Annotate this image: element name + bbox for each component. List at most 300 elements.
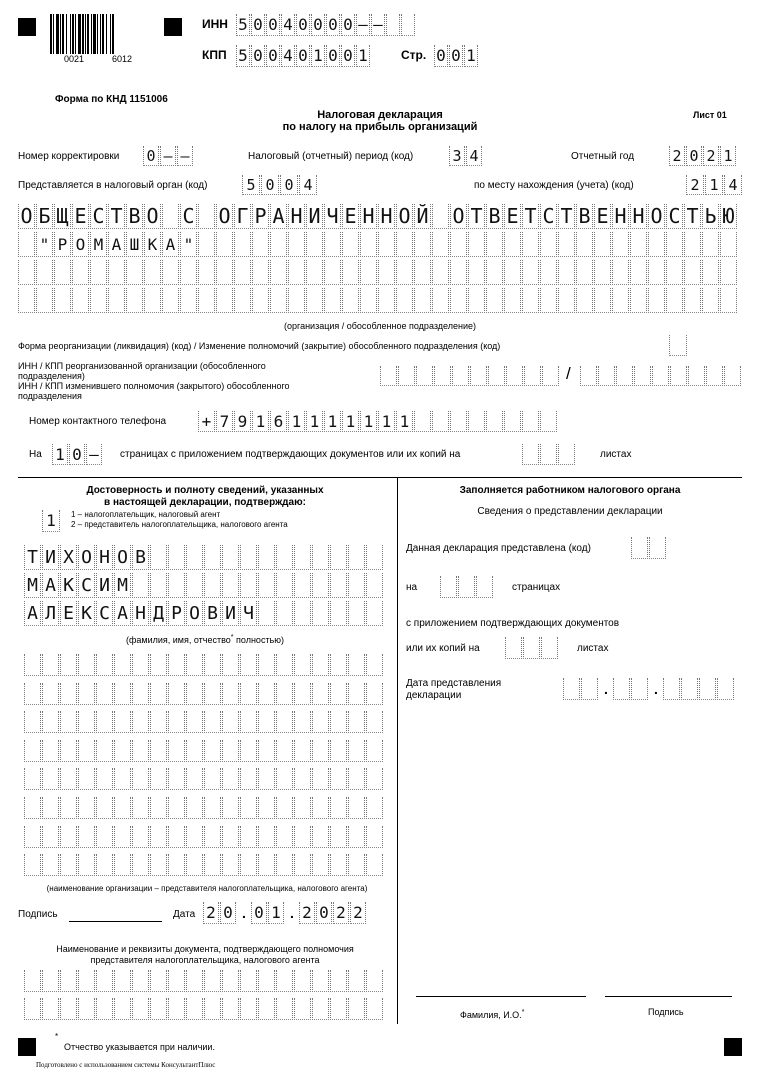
input-cell[interactable] — [276, 601, 293, 626]
input-cell[interactable] — [42, 854, 59, 876]
input-cell[interactable]: Т — [684, 204, 701, 229]
input-cell[interactable] — [669, 335, 687, 356]
input-cell[interactable] — [366, 768, 383, 790]
input-cell[interactable] — [186, 998, 203, 1020]
input-cell[interactable] — [42, 998, 59, 1020]
input-cell[interactable] — [378, 232, 395, 257]
input-cell[interactable] — [468, 232, 485, 257]
input-cell[interactable] — [60, 998, 77, 1020]
input-cell[interactable]: 1 — [311, 45, 325, 67]
input-cell[interactable] — [150, 826, 167, 848]
input-cell[interactable] — [504, 232, 521, 257]
input-cell[interactable] — [276, 711, 293, 733]
input-cell[interactable] — [649, 537, 666, 559]
input-cell[interactable] — [60, 797, 77, 819]
input-cell[interactable] — [222, 573, 239, 598]
input-cell[interactable] — [258, 654, 275, 676]
input-cell[interactable] — [60, 683, 77, 705]
input-cell[interactable] — [186, 854, 203, 876]
input-cell[interactable] — [294, 797, 311, 819]
input-cell[interactable] — [312, 711, 329, 733]
input-cell[interactable] — [18, 232, 35, 257]
input-cell[interactable]: – — [177, 146, 193, 166]
input-cell[interactable] — [366, 970, 383, 992]
input-cell[interactable]: 0 — [296, 14, 310, 36]
input-cell[interactable] — [294, 545, 311, 570]
input-cell[interactable]: Н — [288, 204, 305, 229]
input-cell[interactable] — [240, 768, 257, 790]
input-cell[interactable] — [168, 573, 185, 598]
input-cell[interactable] — [276, 854, 293, 876]
input-cell[interactable] — [594, 232, 611, 257]
input-cell[interactable]: 2 — [686, 175, 704, 195]
authority-cells[interactable] — [242, 175, 318, 195]
input-cell[interactable] — [180, 288, 197, 313]
input-cell[interactable]: 4 — [724, 175, 742, 195]
input-cell[interactable] — [96, 683, 113, 705]
input-cell[interactable]: 1 — [360, 411, 377, 432]
input-cell[interactable] — [150, 797, 167, 819]
input-cell[interactable] — [168, 768, 185, 790]
input-cell[interactable] — [270, 288, 287, 313]
input-cell[interactable]: – — [371, 14, 385, 36]
input-cell[interactable] — [294, 683, 311, 705]
input-cell[interactable] — [648, 260, 665, 285]
input-cell[interactable] — [198, 260, 215, 285]
input-cell[interactable] — [432, 288, 449, 313]
input-cell[interactable] — [150, 998, 167, 1020]
input-cell[interactable]: Щ — [54, 204, 71, 229]
input-cell[interactable]: 1 — [378, 411, 395, 432]
input-cell[interactable] — [240, 998, 257, 1020]
input-cell[interactable]: Й — [414, 204, 431, 229]
input-cell[interactable] — [186, 683, 203, 705]
input-cell[interactable] — [330, 970, 347, 992]
right-sign-line[interactable] — [605, 996, 732, 997]
patronymic-cells[interactable] — [24, 601, 384, 626]
input-cell[interactable] — [96, 826, 113, 848]
input-cell[interactable] — [330, 854, 347, 876]
input-cell[interactable] — [198, 288, 215, 313]
input-cell[interactable] — [168, 740, 185, 762]
input-cell[interactable]: А — [162, 232, 179, 257]
input-cell[interactable]: 0 — [261, 175, 279, 195]
input-cell[interactable] — [378, 260, 395, 285]
input-cell[interactable] — [598, 366, 615, 386]
input-cell[interactable]: 1 — [342, 411, 359, 432]
input-cell[interactable]: 2 — [669, 146, 685, 166]
input-cell[interactable]: Т — [108, 204, 125, 229]
input-cell[interactable] — [612, 288, 629, 313]
input-cell[interactable] — [684, 288, 701, 313]
input-cell[interactable] — [612, 260, 629, 285]
input-cell[interactable]: 0 — [311, 14, 325, 36]
input-cell[interactable] — [702, 232, 719, 257]
input-cell[interactable] — [720, 260, 737, 285]
input-cell[interactable]: М — [90, 232, 107, 257]
input-cell[interactable]: 0 — [69, 444, 85, 465]
input-cell[interactable]: Е — [342, 204, 359, 229]
input-cell[interactable]: О — [186, 601, 203, 626]
input-cell[interactable]: О — [216, 204, 233, 229]
input-cell[interactable] — [330, 683, 347, 705]
input-cell[interactable] — [342, 232, 359, 257]
input-cell[interactable] — [294, 970, 311, 992]
input-cell[interactable] — [330, 998, 347, 1020]
input-cell[interactable] — [204, 998, 221, 1020]
input-cell[interactable] — [114, 826, 131, 848]
input-cell[interactable] — [126, 288, 143, 313]
input-cell[interactable] — [132, 970, 149, 992]
input-cell[interactable] — [234, 232, 251, 257]
input-cell[interactable] — [366, 545, 383, 570]
input-cell[interactable] — [540, 288, 557, 313]
input-cell[interactable]: Ю — [720, 204, 737, 229]
input-cell[interactable] — [401, 14, 415, 36]
input-cell[interactable]: И — [222, 601, 239, 626]
input-cell[interactable] — [522, 232, 539, 257]
input-cell[interactable] — [414, 232, 431, 257]
input-cell[interactable] — [78, 740, 95, 762]
input-cell[interactable] — [294, 998, 311, 1020]
input-cell[interactable] — [276, 797, 293, 819]
input-cell[interactable] — [60, 970, 77, 992]
input-cell[interactable] — [216, 288, 233, 313]
input-cell[interactable] — [681, 678, 698, 700]
input-cell[interactable] — [558, 232, 575, 257]
input-cell[interactable] — [252, 232, 269, 257]
input-cell[interactable] — [42, 826, 59, 848]
input-cell[interactable] — [294, 740, 311, 762]
input-cell[interactable]: 4 — [281, 14, 295, 36]
input-cell[interactable] — [36, 288, 53, 313]
input-cell[interactable] — [198, 204, 215, 229]
input-cell[interactable]: Т — [468, 204, 485, 229]
input-cell[interactable]: И — [42, 545, 59, 570]
org-name-row-1[interactable] — [18, 204, 738, 229]
name-cells[interactable] — [24, 573, 384, 598]
input-cell[interactable] — [78, 970, 95, 992]
input-cell[interactable]: О — [144, 204, 161, 229]
input-cell[interactable] — [222, 683, 239, 705]
input-cell[interactable]: 0 — [251, 902, 267, 924]
input-cell[interactable] — [670, 366, 687, 386]
input-cell[interactable] — [240, 545, 257, 570]
rep-row-6[interactable] — [24, 797, 384, 819]
input-cell[interactable] — [366, 573, 383, 598]
input-cell[interactable] — [505, 637, 522, 659]
input-cell[interactable] — [522, 288, 539, 313]
phone-cells[interactable] — [198, 411, 558, 432]
input-cell[interactable] — [276, 683, 293, 705]
input-cell[interactable] — [470, 366, 487, 386]
input-cell[interactable] — [450, 260, 467, 285]
input-cell[interactable] — [506, 366, 523, 386]
input-cell[interactable] — [96, 768, 113, 790]
input-cell[interactable] — [18, 288, 35, 313]
input-cell[interactable]: 1 — [288, 411, 305, 432]
input-cell[interactable] — [72, 260, 89, 285]
input-cell[interactable]: 0 — [326, 45, 340, 67]
input-cell[interactable] — [706, 366, 723, 386]
input-cell[interactable] — [114, 797, 131, 819]
input-cell[interactable] — [348, 970, 365, 992]
year-cells[interactable] — [669, 146, 737, 166]
input-cell[interactable]: Ч — [324, 204, 341, 229]
sheets-cells[interactable] — [522, 444, 576, 465]
input-cell[interactable] — [162, 260, 179, 285]
input-cell[interactable]: 1 — [396, 411, 413, 432]
input-cell[interactable]: 1 — [464, 45, 478, 67]
surname-cells[interactable] — [24, 545, 384, 570]
reorg-inn-cells[interactable] — [380, 366, 560, 386]
input-cell[interactable] — [348, 768, 365, 790]
input-cell[interactable] — [330, 826, 347, 848]
input-cell[interactable] — [108, 260, 125, 285]
input-cell[interactable] — [114, 854, 131, 876]
input-cell[interactable] — [563, 678, 580, 700]
input-cell[interactable] — [294, 826, 311, 848]
input-cell[interactable] — [648, 288, 665, 313]
input-cell[interactable]: О — [114, 545, 131, 570]
input-cell[interactable]: В — [486, 204, 503, 229]
input-cell[interactable] — [666, 288, 683, 313]
org-name-row-3[interactable] — [18, 260, 738, 285]
input-cell[interactable] — [114, 711, 131, 733]
input-cell[interactable]: Н — [132, 601, 149, 626]
input-cell[interactable] — [324, 288, 341, 313]
input-cell[interactable] — [90, 260, 107, 285]
input-cell[interactable] — [630, 232, 647, 257]
input-cell[interactable] — [222, 854, 239, 876]
input-cell[interactable] — [348, 654, 365, 676]
input-cell[interactable] — [666, 260, 683, 285]
input-cell[interactable]: – — [160, 146, 176, 166]
right-sheets-cells[interactable] — [505, 637, 559, 659]
input-cell[interactable]: Р — [252, 204, 269, 229]
input-cell[interactable]: С — [96, 601, 113, 626]
input-cell[interactable] — [78, 711, 95, 733]
input-cell[interactable] — [42, 740, 59, 762]
input-cell[interactable]: М — [114, 573, 131, 598]
input-cell[interactable]: О — [18, 204, 35, 229]
input-cell[interactable] — [294, 573, 311, 598]
input-cell[interactable] — [294, 654, 311, 676]
input-cell[interactable] — [330, 573, 347, 598]
input-cell[interactable] — [18, 260, 35, 285]
input-cell[interactable] — [204, 545, 221, 570]
input-cell[interactable] — [204, 711, 221, 733]
input-cell[interactable] — [486, 288, 503, 313]
input-cell[interactable] — [204, 740, 221, 762]
input-cell[interactable] — [348, 826, 365, 848]
input-cell[interactable] — [144, 260, 161, 285]
input-cell[interactable] — [150, 654, 167, 676]
input-cell[interactable] — [312, 545, 329, 570]
input-cell[interactable] — [312, 683, 329, 705]
input-cell[interactable] — [204, 826, 221, 848]
input-cell[interactable] — [330, 740, 347, 762]
input-cell[interactable] — [380, 366, 397, 386]
input-cell[interactable] — [294, 711, 311, 733]
input-cell[interactable] — [342, 288, 359, 313]
input-cell[interactable]: 0 — [251, 45, 265, 67]
input-cell[interactable] — [186, 740, 203, 762]
input-cell[interactable] — [504, 288, 521, 313]
inn-cells[interactable] — [236, 14, 416, 36]
input-cell[interactable] — [276, 573, 293, 598]
input-cell[interactable] — [240, 970, 257, 992]
input-cell[interactable] — [36, 260, 53, 285]
input-cell[interactable]: Л — [42, 601, 59, 626]
input-cell[interactable] — [416, 366, 433, 386]
input-cell[interactable]: " — [36, 232, 53, 257]
input-cell[interactable] — [398, 366, 415, 386]
input-cell[interactable]: Р — [168, 601, 185, 626]
input-cell[interactable] — [540, 260, 557, 285]
input-cell[interactable] — [78, 826, 95, 848]
input-cell[interactable]: 2 — [350, 902, 366, 924]
input-cell[interactable] — [96, 797, 113, 819]
input-cell[interactable] — [366, 797, 383, 819]
input-cell[interactable]: К — [78, 601, 95, 626]
rep-row-2[interactable] — [24, 683, 384, 705]
input-cell[interactable]: В — [132, 545, 149, 570]
input-cell[interactable] — [276, 970, 293, 992]
input-cell[interactable] — [360, 260, 377, 285]
input-cell[interactable] — [114, 654, 131, 676]
input-cell[interactable] — [240, 683, 257, 705]
input-cell[interactable] — [613, 678, 630, 700]
input-cell[interactable]: + — [198, 411, 215, 432]
input-cell[interactable] — [204, 970, 221, 992]
input-cell[interactable] — [150, 683, 167, 705]
input-cell[interactable]: 9 — [234, 411, 251, 432]
input-cell[interactable] — [558, 444, 575, 465]
input-cell[interactable] — [252, 288, 269, 313]
input-cell[interactable] — [240, 573, 257, 598]
input-cell[interactable]: А — [24, 601, 41, 626]
input-cell[interactable] — [204, 797, 221, 819]
input-cell[interactable] — [306, 260, 323, 285]
input-cell[interactable] — [168, 797, 185, 819]
input-cell[interactable] — [348, 601, 365, 626]
input-cell[interactable] — [312, 998, 329, 1020]
input-cell[interactable] — [330, 797, 347, 819]
input-cell[interactable] — [348, 573, 365, 598]
input-cell[interactable] — [114, 970, 131, 992]
input-cell[interactable]: В — [126, 204, 143, 229]
input-cell[interactable] — [24, 711, 41, 733]
kpp-cells[interactable] — [236, 45, 371, 67]
input-cell[interactable]: 0 — [434, 45, 448, 67]
input-cell[interactable] — [96, 998, 113, 1020]
input-cell[interactable] — [24, 768, 41, 790]
input-cell[interactable] — [276, 998, 293, 1020]
input-cell[interactable]: 5 — [236, 14, 250, 36]
input-cell[interactable]: Д — [150, 601, 167, 626]
input-cell[interactable] — [168, 545, 185, 570]
input-cell[interactable]: 2 — [299, 902, 315, 924]
input-cell[interactable] — [414, 260, 431, 285]
input-cell[interactable]: О — [78, 545, 95, 570]
input-cell[interactable] — [432, 204, 449, 229]
input-cell[interactable] — [240, 826, 257, 848]
input-cell[interactable] — [348, 797, 365, 819]
input-cell[interactable] — [132, 797, 149, 819]
rep-row-7[interactable] — [24, 826, 384, 848]
input-cell[interactable]: Г — [234, 204, 251, 229]
input-cell[interactable] — [258, 797, 275, 819]
input-cell[interactable] — [216, 260, 233, 285]
input-cell[interactable] — [168, 854, 185, 876]
input-cell[interactable] — [648, 232, 665, 257]
input-cell[interactable] — [24, 740, 41, 762]
input-cell[interactable] — [276, 740, 293, 762]
input-cell[interactable] — [114, 998, 131, 1020]
input-cell[interactable] — [78, 854, 95, 876]
input-cell[interactable]: 6 — [270, 411, 287, 432]
rep-row-4[interactable] — [24, 740, 384, 762]
input-cell[interactable] — [288, 260, 305, 285]
input-cell[interactable] — [576, 260, 593, 285]
input-cell[interactable]: 1 — [705, 175, 723, 195]
input-cell[interactable]: О — [72, 232, 89, 257]
input-cell[interactable] — [342, 260, 359, 285]
input-cell[interactable] — [60, 854, 77, 876]
input-cell[interactable] — [276, 545, 293, 570]
input-cell[interactable] — [348, 998, 365, 1020]
input-cell[interactable] — [523, 637, 540, 659]
input-cell[interactable]: " — [180, 232, 197, 257]
input-cell[interactable] — [240, 797, 257, 819]
input-cell[interactable] — [312, 601, 329, 626]
input-cell[interactable]: 0 — [326, 14, 340, 36]
input-cell[interactable] — [432, 232, 449, 257]
input-cell[interactable]: 3 — [449, 146, 465, 166]
input-cell[interactable] — [132, 683, 149, 705]
input-cell[interactable] — [90, 288, 107, 313]
input-cell[interactable] — [24, 854, 41, 876]
input-cell[interactable] — [258, 826, 275, 848]
input-cell[interactable]: Н — [612, 204, 629, 229]
input-cell[interactable] — [717, 678, 734, 700]
input-cell[interactable]: 1 — [356, 45, 370, 67]
input-cell[interactable] — [72, 288, 89, 313]
input-cell[interactable] — [234, 288, 251, 313]
input-cell[interactable] — [150, 854, 167, 876]
input-cell[interactable]: 4 — [281, 45, 295, 67]
input-cell[interactable] — [348, 683, 365, 705]
input-cell[interactable] — [186, 768, 203, 790]
input-cell[interactable] — [616, 366, 633, 386]
input-cell[interactable] — [440, 576, 457, 598]
input-cell[interactable] — [663, 678, 680, 700]
input-cell[interactable]: С — [90, 204, 107, 229]
input-cell[interactable] — [524, 366, 541, 386]
input-cell[interactable] — [468, 260, 485, 285]
input-cell[interactable] — [330, 545, 347, 570]
input-cell[interactable] — [24, 797, 41, 819]
input-cell[interactable] — [186, 573, 203, 598]
submission-code-cells[interactable] — [631, 537, 667, 559]
input-cell[interactable] — [630, 288, 647, 313]
period-cells[interactable] — [449, 146, 483, 166]
input-cell[interactable] — [144, 288, 161, 313]
input-cell[interactable] — [60, 711, 77, 733]
input-cell[interactable] — [312, 854, 329, 876]
input-cell[interactable] — [24, 826, 41, 848]
